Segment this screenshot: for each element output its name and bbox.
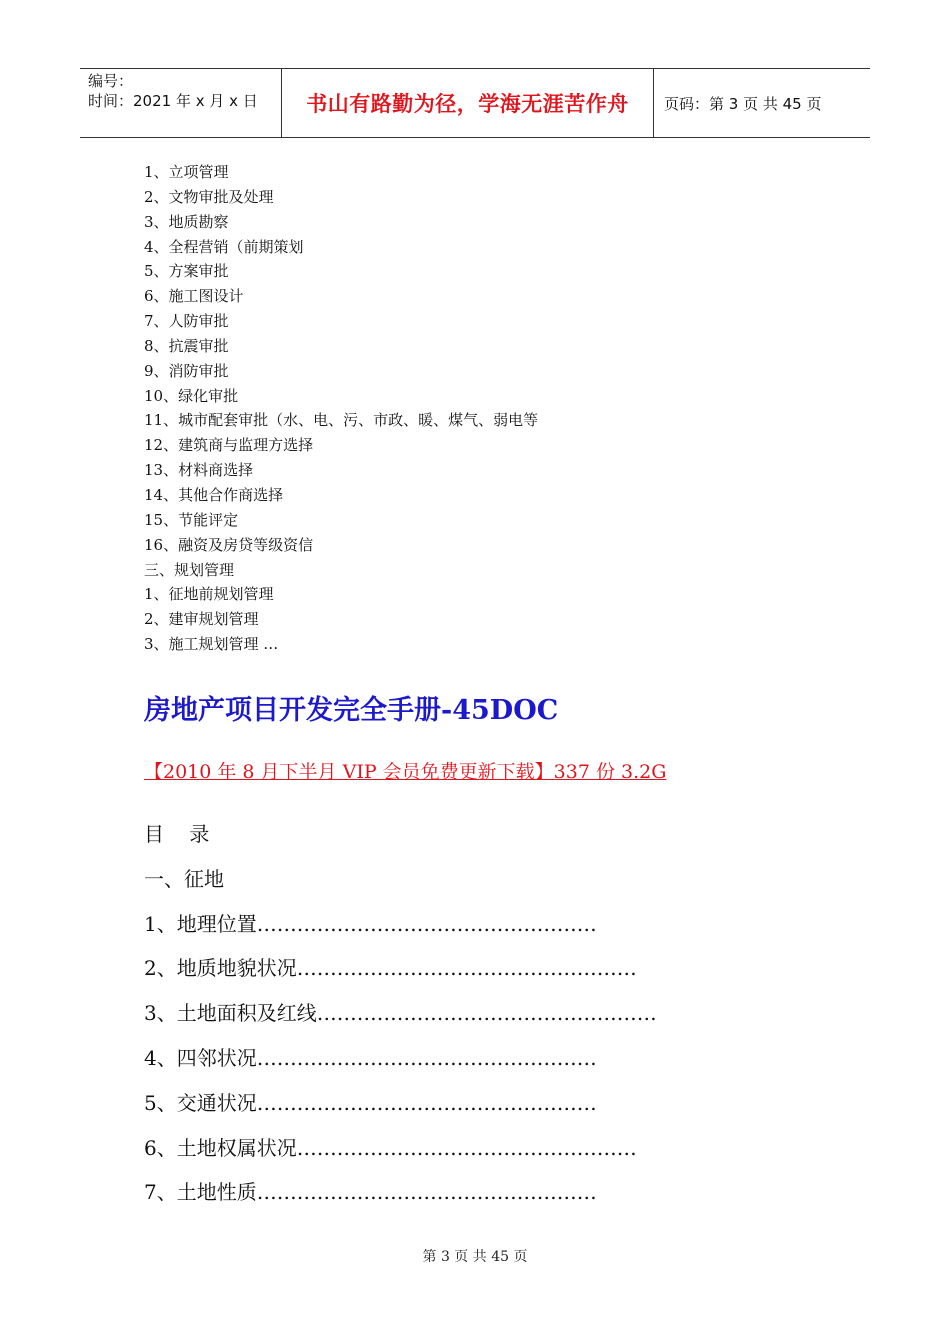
page-footer: 第 3 页 共 45 页	[422, 1249, 528, 1265]
list-item: 4、全程营销（前期策划	[144, 237, 304, 256]
list-item: 10、绿化审批	[144, 386, 239, 405]
document-title: 房地产项目开发完全手册-45DOC	[144, 695, 559, 726]
vip-download-link[interactable]: 【2010 年 8 月下半月 VIP 会员免费更新下载】337 份 3.2G	[144, 761, 667, 783]
list-item: 3、地质勘察	[144, 212, 229, 231]
list-item: 15、节能评定	[144, 510, 239, 529]
number-label: 编号：	[88, 72, 134, 90]
header-motto	[282, 69, 654, 137]
header-page-info	[654, 69, 870, 137]
page-header	[80, 68, 870, 138]
outline-list	[144, 160, 538, 657]
list-item: 5、方案审批	[144, 262, 229, 281]
list-item: 8、抗震审批	[144, 336, 229, 355]
toc-entry: 4、四邻状况……………………………………………	[144, 1045, 597, 1070]
list-item: 9、消防审批	[144, 361, 229, 380]
list-item: 7、人防审批	[144, 312, 229, 331]
list-item: 3、施工规划管理 …	[144, 635, 279, 654]
list-item: 16、融资及房贷等级资信	[144, 535, 314, 554]
motto-text: 书山有路勤为径，学海无涯苦作舟	[306, 92, 629, 116]
list-item: 14、其他合作商选择	[144, 485, 284, 504]
list-item: 1、征地前规划管理	[144, 585, 274, 604]
toc-entry: 2、地质地貌状况……………………………………………	[144, 956, 637, 981]
list-item: 1、立项管理	[144, 163, 229, 181]
header-meta	[80, 69, 282, 137]
list-item: 6、施工图设计	[144, 287, 244, 306]
toc-heading: 目 录	[144, 822, 210, 846]
list-item: 2、文物审批及处理	[144, 187, 274, 206]
date-line: 时间：2021 年 x 月 x 日	[88, 92, 258, 110]
list-item: 12、建筑商与监理方选择	[144, 436, 314, 455]
list-item: 2、建审规划管理	[144, 610, 259, 629]
toc-entry: 5、交通状况……………………………………………	[144, 1090, 597, 1115]
list-item: 13、材料商选择	[144, 461, 254, 480]
toc-entry: 1、地理位置……………………………………………	[144, 911, 597, 936]
page-info-text: 页码：第 3 页 共 45 页	[664, 94, 822, 113]
list-item: 三、规划管理	[144, 560, 235, 579]
toc-entry: 3、土地面积及红线……………………………………………	[144, 1001, 657, 1026]
toc-entry: 6、土地权属状况……………………………………………	[144, 1135, 637, 1160]
toc-entry: 7、土地性质……………………………………………	[144, 1180, 597, 1205]
toc-section: 一、征地	[144, 866, 224, 891]
table-of-contents	[144, 812, 657, 1215]
list-item: 11、城市配套审批（水、电、污、市政、暖、煤气、弱电等	[144, 411, 539, 430]
